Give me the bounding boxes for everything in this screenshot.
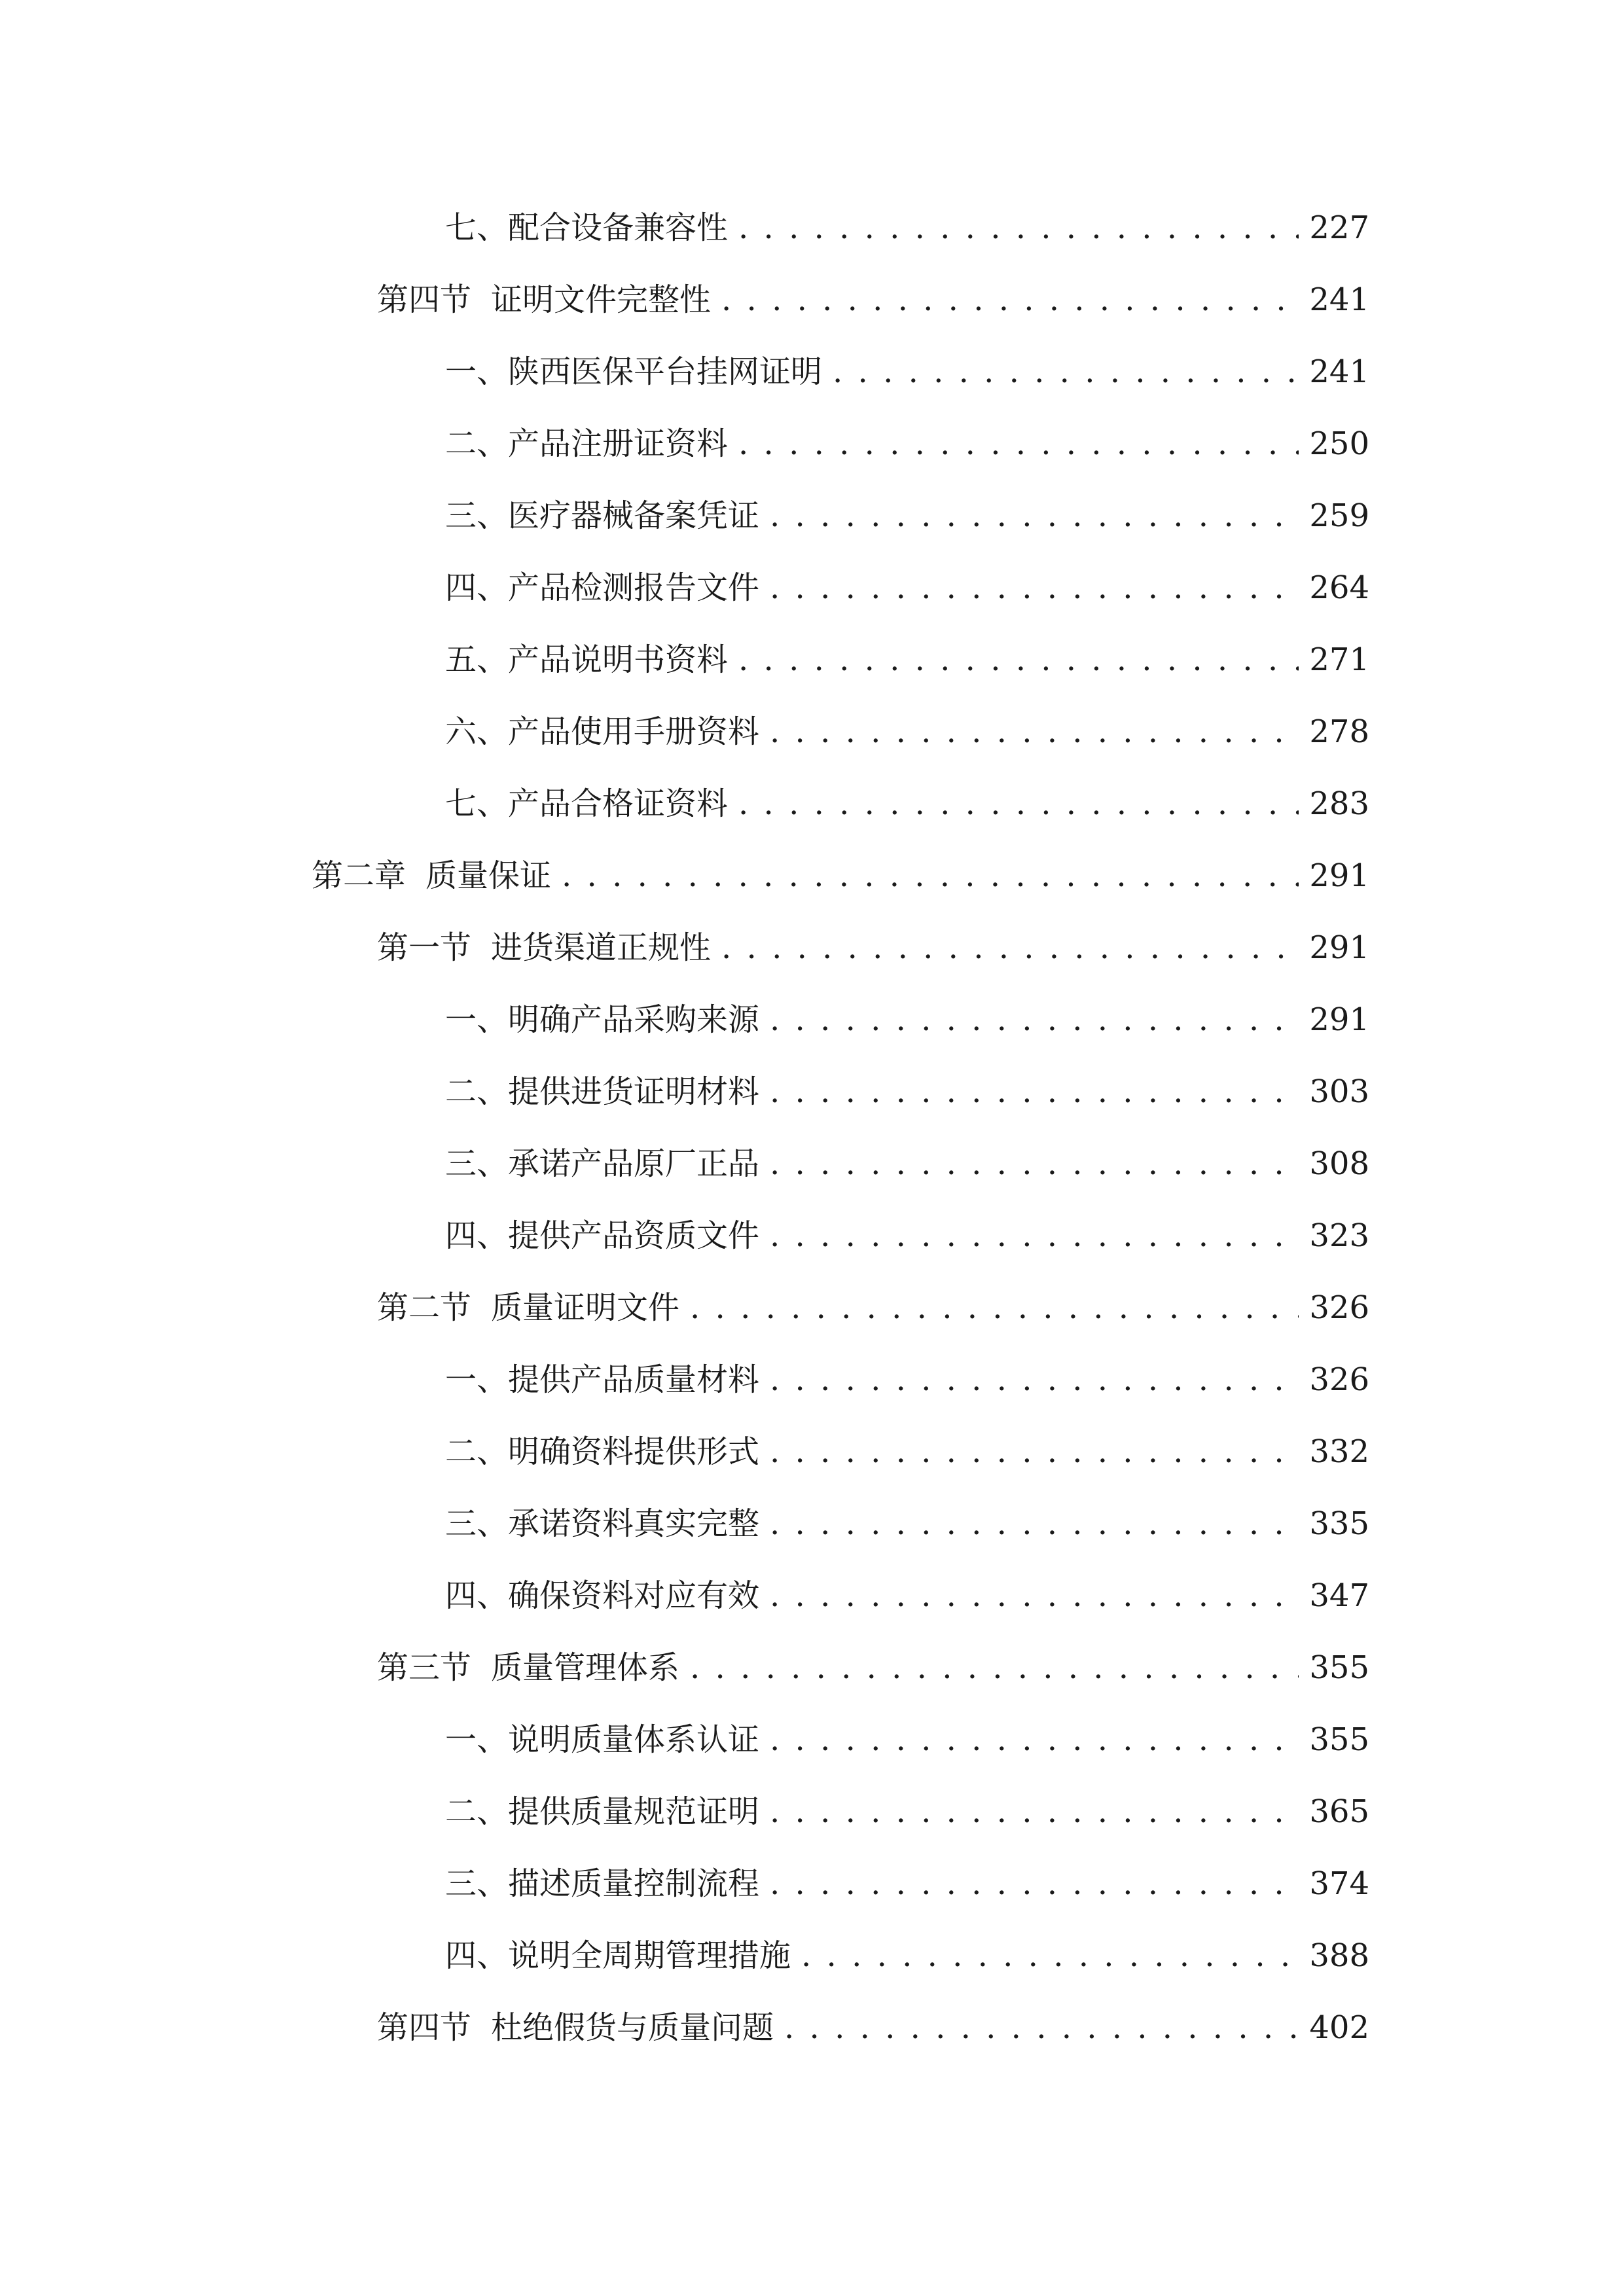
toc-entry-label: 七、 (445, 785, 509, 822)
toc-entry-title: 明确资料提供形式 (508, 1433, 760, 1470)
toc-entry-page: 278 (1309, 713, 1369, 750)
toc-entry[interactable] (445, 490, 1369, 542)
toc-entry[interactable] (377, 1641, 1369, 1694)
toc-entry[interactable] (445, 1066, 1369, 1118)
dot-leader (770, 1857, 1299, 1910)
toc-entry-page: 326 (1309, 1289, 1369, 1326)
toc-entry-page: 355 (1309, 1721, 1369, 1758)
dot-leader (770, 706, 1299, 758)
toc-entry-label: 四、 (445, 1217, 509, 1254)
toc-entry-page: 241 (1309, 353, 1369, 390)
toc-entry-label: 六、 (445, 713, 509, 750)
toc-entry-label: 四、 (445, 1937, 509, 1974)
toc-entry-page: 365 (1309, 1793, 1369, 1830)
dot-leader (770, 1066, 1299, 1118)
toc-entry-label: 四、 (445, 569, 509, 606)
toc-entry-page: 291 (1309, 1001, 1369, 1038)
toc-entry-label: 五、 (445, 641, 509, 678)
toc-entry[interactable] (445, 1929, 1369, 1982)
toc-entry[interactable] (377, 274, 1369, 326)
dot-leader (690, 1282, 1299, 1334)
toc-entry-page: 291 (1309, 929, 1369, 966)
toc-entry-page: 355 (1309, 1649, 1369, 1686)
toc-entry[interactable] (445, 1498, 1369, 1550)
toc-entry-label: 三、 (445, 497, 509, 534)
toc-entry-label: 三、 (445, 1505, 509, 1542)
dot-leader (770, 1210, 1299, 1262)
toc-entry-title: 医疗器械备案凭证 (508, 497, 760, 534)
toc-entry-title: 说明全周期管理措施 (508, 1937, 791, 1974)
toc-entry-page: 402 (1309, 2009, 1369, 2046)
toc-entry[interactable] (445, 1570, 1369, 1622)
toc-entry-label: 七、 (445, 209, 509, 246)
toc-entry-title: 明确产品采购来源 (508, 1001, 760, 1038)
toc-entry-page: 283 (1309, 785, 1369, 822)
toc-entry-page: 250 (1309, 425, 1369, 462)
toc-entry-label: 三、 (445, 1865, 509, 1902)
toc-entry-label: 四、 (445, 1577, 509, 1614)
toc-entry-label: 第二章 (312, 857, 406, 894)
toc-entry[interactable] (445, 562, 1369, 614)
toc-entry[interactable] (445, 1138, 1369, 1190)
toc-entry-page: 347 (1309, 1577, 1369, 1614)
toc-entry-title: 提供进货证明材料 (508, 1073, 760, 1110)
toc-entry-title: 杜绝假货与质量问题 (491, 2009, 774, 2046)
dot-leader (833, 346, 1299, 398)
toc-entry-label: 第四节 (377, 2009, 472, 2046)
toc-entry[interactable] (445, 1426, 1369, 1478)
toc-entry[interactable] (377, 922, 1369, 974)
toc-entry[interactable] (445, 418, 1369, 470)
toc-entry-title: 提供质量规范证明 (508, 1793, 760, 1830)
toc-entry-label: 第三节 (377, 1649, 472, 1686)
dot-leader (770, 1426, 1299, 1478)
dot-leader (770, 1570, 1299, 1622)
toc-entry-label: 第四节 (377, 281, 472, 318)
toc-entry[interactable] (445, 202, 1369, 254)
toc-entry-label: 第一节 (377, 929, 472, 966)
toc-entry-title: 承诺产品原厂正品 (508, 1145, 760, 1182)
toc-entry-title: 确保资料对应有效 (508, 1577, 760, 1614)
toc-entry[interactable] (377, 1282, 1369, 1334)
toc-entry-title: 提供产品质量材料 (508, 1361, 760, 1398)
toc-entry-label: 二、 (445, 425, 509, 462)
toc-entry-label: 一、 (445, 353, 509, 390)
toc-entry-label: 一、 (445, 1361, 509, 1398)
dot-leader (721, 274, 1299, 326)
toc-entry[interactable] (445, 346, 1369, 398)
dot-leader (738, 634, 1299, 686)
toc-entry-title: 承诺资料真实完整 (508, 1505, 760, 1542)
dot-leader (770, 1138, 1299, 1190)
toc-entry[interactable] (377, 2001, 1369, 2054)
toc-entry-label: 二、 (445, 1793, 509, 1830)
toc-entry-page: 291 (1309, 857, 1369, 894)
toc-entry[interactable] (445, 1354, 1369, 1406)
toc-entry-page: 335 (1309, 1505, 1369, 1542)
toc-entry-title: 陕西医保平台挂网证明 (508, 353, 823, 390)
toc-entry-title: 证明文件完整性 (491, 281, 712, 318)
dot-leader (770, 1498, 1299, 1550)
dot-leader (770, 1713, 1299, 1766)
toc-entry-page: 227 (1309, 209, 1369, 246)
toc-entry-page: 303 (1309, 1073, 1369, 1110)
toc-entry-page: 388 (1309, 1937, 1369, 1974)
toc-entry-title: 产品说明书资料 (508, 641, 729, 678)
toc-entry-title: 提供产品资质文件 (508, 1217, 760, 1254)
toc-entry-label: 一、 (445, 1721, 509, 1758)
toc-entry[interactable] (445, 778, 1369, 830)
dot-leader (738, 202, 1299, 254)
dot-leader (738, 418, 1299, 470)
toc-entry-title: 质量管理体系 (491, 1649, 680, 1686)
toc-entry-label: 二、 (445, 1073, 509, 1110)
dot-leader (721, 922, 1299, 974)
toc-entry[interactable] (445, 1210, 1369, 1262)
toc-entry-page: 308 (1309, 1145, 1369, 1182)
toc-entry-title: 产品注册证资料 (508, 425, 729, 462)
dot-leader (801, 1929, 1299, 1982)
toc-entry[interactable] (445, 1713, 1369, 1766)
toc-entry-title: 产品检测报告文件 (508, 569, 760, 606)
toc-entry-page: 241 (1309, 281, 1369, 318)
toc-entry-page: 264 (1309, 569, 1369, 606)
dot-leader (770, 1354, 1299, 1406)
toc-entry-page: 271 (1309, 641, 1369, 678)
toc-entry-page: 374 (1309, 1865, 1369, 1902)
dot-leader (738, 778, 1299, 830)
dot-leader (770, 562, 1299, 614)
toc-entry[interactable] (445, 634, 1369, 686)
toc-entry-label: 三、 (445, 1145, 509, 1182)
dot-leader (770, 994, 1299, 1046)
toc-entry-title: 说明质量体系认证 (508, 1721, 760, 1758)
dot-leader (770, 490, 1299, 542)
toc-entry-page: 323 (1309, 1217, 1369, 1254)
toc-entry-title: 产品合格证资料 (508, 785, 729, 822)
dot-leader (690, 1641, 1299, 1694)
toc-entry-title: 质量证明文件 (491, 1289, 680, 1326)
toc-entry[interactable] (312, 850, 1369, 902)
toc-entry-page: 326 (1309, 1361, 1369, 1398)
toc-entry-title: 进货渠道正规性 (491, 929, 712, 966)
toc-entry-label: 第二节 (377, 1289, 472, 1326)
dot-leader (562, 850, 1299, 902)
toc-entry-title: 描述质量控制流程 (508, 1865, 760, 1902)
toc-entry[interactable] (445, 1785, 1369, 1838)
toc-entry-label: 一、 (445, 1001, 509, 1038)
toc-entry-title: 配合设备兼容性 (508, 209, 729, 246)
toc-entry-page: 259 (1309, 497, 1369, 534)
toc-entry-label: 二、 (445, 1433, 509, 1470)
toc-entry[interactable] (445, 994, 1369, 1046)
toc-entry-page: 332 (1309, 1433, 1369, 1470)
toc-entry[interactable] (445, 706, 1369, 758)
dot-leader (770, 1785, 1299, 1838)
toc-entry-title: 产品使用手册资料 (508, 713, 760, 750)
toc-entry-title: 质量保证 (425, 857, 552, 894)
toc-entry[interactable] (445, 1857, 1369, 1910)
dot-leader (784, 2001, 1299, 2054)
